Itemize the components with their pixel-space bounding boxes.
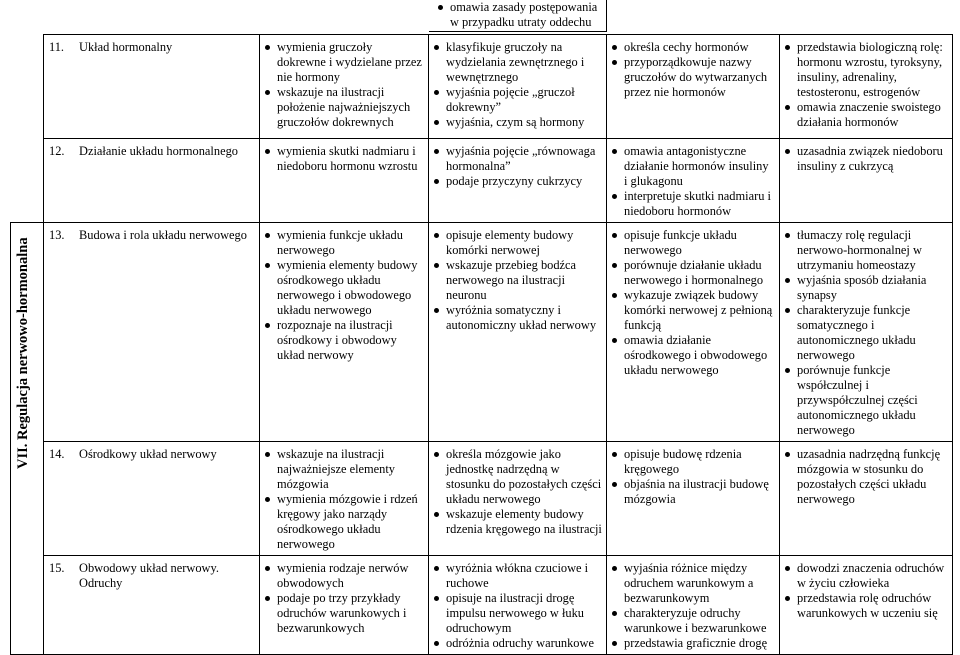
topic-cell — [44, 556, 260, 655]
requirement-item: wskazuje przebieg bodźca nerwowego na ilustracji neuronu — [434, 258, 602, 303]
requirement-item: porównuje działanie układu nerwowego i hormonalnego — [612, 258, 775, 288]
requirement-item: określa cechy hormonów — [612, 40, 775, 55]
requirement-item: klasyfikuje gruczoły na wydzielania zewnętrznego i wewnętrznego — [434, 40, 602, 85]
requirement-item: wskazuje elementy budowy rdzenia kręgowego na ilustracji — [434, 507, 602, 537]
requirements-cell-c1 — [260, 556, 429, 655]
requirements-cell-c3 — [607, 35, 780, 139]
requirement-item: wymienia mózgowie i rdzeń kręgowy jako narządy ośrodkowego układu nerwowego — [265, 492, 424, 552]
table-row — [11, 442, 953, 556]
requirements-cell-c1 — [260, 35, 429, 139]
requirement-item: przedstawia graficznie drogę — [612, 636, 775, 651]
requirement-item: opisuje budowę rdzenia kręgowego — [612, 447, 775, 477]
requirement-item: wymienia elementy budowy ośrodkowego układu nerwowego i obwodowego układu nerwowego — [265, 258, 424, 318]
requirement-item: podaje przyczyny cukrzycy — [434, 174, 602, 189]
requirements-cell-c2 — [429, 442, 607, 556]
requirements-cell-c4 — [780, 442, 953, 556]
bullet-list — [265, 144, 424, 174]
curriculum-table — [10, 34, 953, 655]
requirements-cell-c3 — [607, 442, 780, 556]
section-label: VII. Regulacja nerwowo-hormonalna — [15, 237, 31, 469]
requirement-item: wyjaśnia pojęcie „gruczoł dokrewny” — [434, 85, 602, 115]
requirement-item: rozpoznaje na ilustracji ośrodkowy i obwodowy układ nerwowy — [265, 318, 424, 363]
requirement-item: charakteryzuje funkcje somatycznego i autonomicznego układu nerwowego — [785, 303, 948, 363]
requirement-item: opisuje na ilustracji drogę impulsu nerwowego w łuku odruchowym — [434, 591, 602, 636]
bullet-list — [434, 228, 602, 333]
requirement-item: wyróżnia włókna czuciowe i ruchowe — [434, 561, 602, 591]
bullet-list — [785, 561, 948, 621]
requirement-item: wyróżnia somatyczny i autonomiczny układ nerwowy — [434, 303, 602, 333]
requirement-item: tłumaczy rolę regulacji nerwowo-hormonalnej w utrzymaniu homeostazy — [785, 228, 948, 273]
requirement-item: omawia znaczenie swoistego działania hormonów — [785, 100, 948, 130]
topic-name: Budowa i rola układu nerwowego — [79, 228, 247, 242]
requirement-item: wskazuje na ilustracji najważniejsze elementy mózgowia — [265, 447, 424, 492]
bullet-list — [612, 228, 775, 378]
requirement-item: wyjaśnia sposób działania synapsy — [785, 273, 948, 303]
requirement-item: dowodzi znaczenia odruchów w życiu człowieka — [785, 561, 948, 591]
bullet-list — [434, 144, 602, 189]
requirement-item: charakteryzuje odruchy warunkowe i bezwarunkowe — [612, 606, 775, 636]
topic-number: 12. — [49, 144, 65, 158]
requirement-item: porównuje funkcje współczulnej i przywspółczulnej części autonomicznego układu nerwowego — [785, 363, 948, 438]
requirement-item: wymienia skutki nadmiaru i niedoboru hormonu wzrostu — [265, 144, 424, 174]
requirement-item: opisuje elementy budowy komórki nerwowej — [434, 228, 602, 258]
requirements-cell-c2 — [429, 223, 607, 442]
requirements-cell-c1 — [260, 442, 429, 556]
requirement-item: przedstawia biologiczną rolę: hormonu wzrostu, tyroksyny, insuliny, adrenaliny, testosteronu, estrogenów — [785, 40, 948, 100]
topic-cell — [44, 442, 260, 556]
topic-name: Obwodowy układ nerwowy. Odruchy — [79, 561, 219, 590]
requirements-cell-c2 — [429, 35, 607, 139]
topic-cell — [44, 223, 260, 442]
requirement-item: uzasadnia nadrzędną funkcję mózgowia w stosunku do pozostałych części układu nerwowego — [785, 447, 948, 507]
requirements-cell-c2 — [429, 556, 607, 655]
bullet-list — [785, 447, 948, 507]
requirements-cell-c3 — [607, 223, 780, 442]
requirement-item: omawia antagonistyczne działanie hormonów insuliny i glukagonu — [612, 144, 775, 189]
requirements-cell-c1 — [260, 139, 429, 223]
requirement-item: określa mózgowie jako jednostkę nadrzędną w stosunku do pozostałych części układu nerwowego — [434, 447, 602, 507]
bullet-list — [612, 144, 775, 219]
requirement-item: odróżnia odruchy warunkowe — [434, 636, 602, 651]
topic-cell — [44, 35, 260, 139]
empty-cell — [11, 35, 44, 139]
requirement-item: wymienia funkcje układu nerwowego — [265, 228, 424, 258]
topic-number: 14. — [49, 447, 65, 461]
bullet-list — [785, 40, 948, 130]
topic-name: Ośrodkowy układ nerwowy — [79, 447, 217, 461]
topic-name: Układ hormonalny — [79, 40, 173, 54]
requirements-cell-c3 — [607, 139, 780, 223]
top-bullet: omawia zasady postępowania w przypadku utraty oddechu — [438, 0, 602, 30]
bullet-list — [265, 447, 424, 552]
requirement-item: wyjaśnia pojęcie „równowaga hormonalna” — [434, 144, 602, 174]
requirement-item: przedstawia rolę odruchów warunkowych w uczeniu się — [785, 591, 948, 621]
section-label-cell — [11, 223, 44, 655]
bullet-list — [785, 144, 948, 174]
requirement-item: omawia działanie ośrodkowego i obwodowego układu nerwowego — [612, 333, 775, 378]
topic-name: Działanie układu hormonalnego — [79, 144, 238, 158]
requirement-item: wymienia rodzaje nerwów obwodowych — [265, 561, 424, 591]
requirements-cell-c4 — [780, 35, 953, 139]
bullet-list — [434, 447, 602, 537]
bullet-list — [785, 228, 948, 438]
bullet-list — [265, 40, 424, 130]
requirement-item: wymienia gruczoły dokrewne i wydzielane przez nie hormony — [265, 40, 424, 85]
requirements-cell-c4 — [780, 556, 953, 655]
requirement-item: przyporządkowuje nazwy gruczołów do wytwarzanych przez nie hormonów — [612, 55, 775, 100]
topic-number: 15. — [49, 561, 65, 575]
table-row — [11, 35, 953, 139]
requirement-item: wyjaśnia różnice między odruchem warunkowym a bezwarunkowym — [612, 561, 775, 606]
requirement-item: uzasadnia związek niedoboru insuliny z cukrzycą — [785, 144, 948, 174]
requirement-item: wyjaśnia, czym są hormony — [434, 115, 602, 130]
bullet-list — [612, 561, 775, 651]
empty-cell — [11, 139, 44, 223]
requirements-cell-c3 — [607, 556, 780, 655]
requirements-cell-c4 — [780, 139, 953, 223]
requirement-item: podaje po trzy przykłady odruchów warunkowych i bezwarunkowych — [265, 591, 424, 636]
bullet-list — [612, 40, 775, 100]
requirement-item: interpretuje skutki nadmiaru i niedoboru hormonów — [612, 189, 775, 219]
top-continuation-cell — [429, 0, 607, 32]
topic-number: 11. — [49, 40, 65, 54]
table-row — [11, 139, 953, 223]
requirement-item: opisuje funkcje układu nerwowego — [612, 228, 775, 258]
topic-cell — [44, 139, 260, 223]
bullet-list — [434, 40, 602, 130]
requirement-item: objaśnia na ilustracji budowę mózgowia — [612, 477, 775, 507]
bullet-list — [612, 447, 775, 507]
bullet-list — [434, 561, 602, 651]
table-row — [11, 223, 953, 442]
requirement-item: wykazuje związek budowy komórki nerwowej z pełnioną funkcją — [612, 288, 775, 333]
requirements-cell-c1 — [260, 223, 429, 442]
requirement-item: wskazuje na ilustracji położenie najważniejszych gruczołów dokrewnych — [265, 85, 424, 130]
table-row — [11, 556, 953, 655]
requirements-cell-c4 — [780, 223, 953, 442]
requirements-cell-c2 — [429, 139, 607, 223]
topic-number: 13. — [49, 228, 65, 242]
bullet-list — [265, 228, 424, 363]
bullet-list — [265, 561, 424, 636]
